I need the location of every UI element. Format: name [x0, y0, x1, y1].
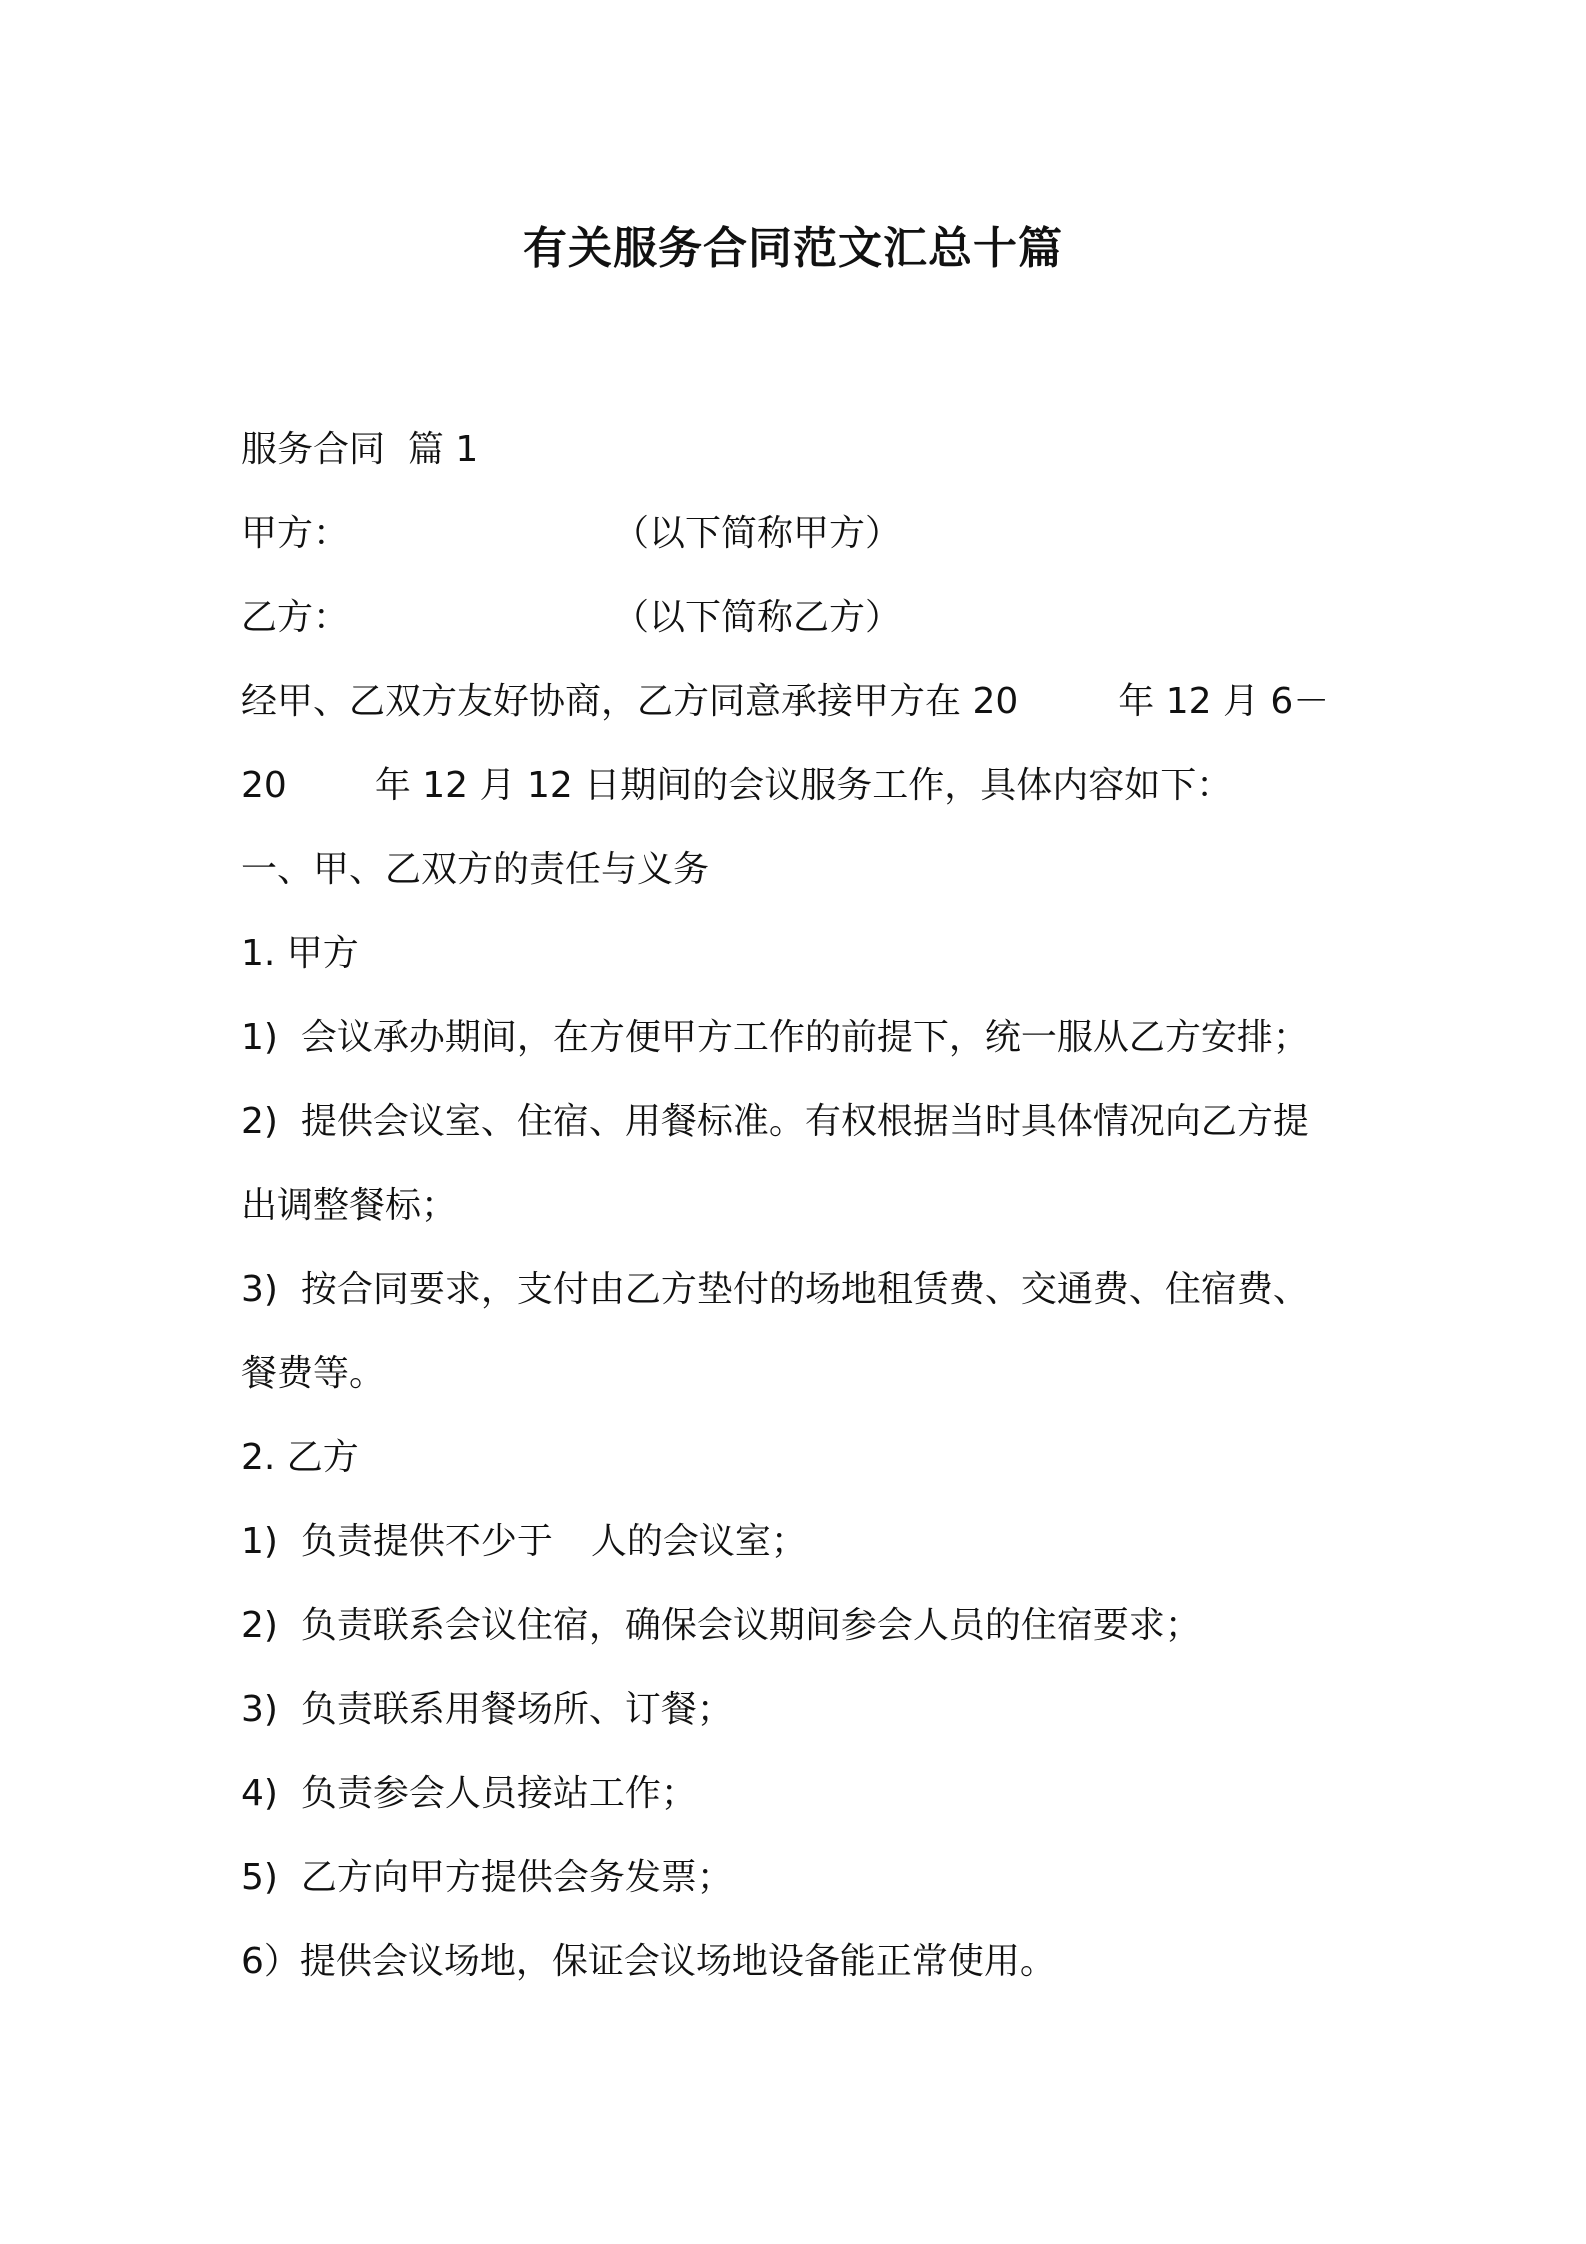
party-a-item-continued: 餐费等。 — [241, 1353, 386, 1394]
party-a-heading: 1. 甲方 — [241, 933, 359, 974]
intro-line-2-end: 年 12 月 12 日期间的会议服务工作，具体内容如下： — [374, 765, 1233, 806]
party-a-item: 2) 提供会议室、住宿、用餐标准。有权根据当时具体情况向乙方提 — [241, 1101, 1309, 1142]
party-b-item: 3) 负责联系用餐场所、订餐； — [241, 1689, 733, 1730]
party-b-item: 6）提供会议场地，保证会议场地设备能正常使用。 — [241, 1941, 1056, 1982]
party-a-item: 1) 会议承办期间，在方便甲方工作的前提下，统一服从乙方安排； — [241, 1017, 1309, 1058]
party-a-line — [241, 492, 1371, 576]
document-body — [241, 408, 1371, 2004]
party-a-label: 甲方： — [241, 513, 350, 554]
party-a-note: （以下简称甲方） — [613, 513, 902, 554]
clause-1-heading: 一、甲、乙双方的责任与义务 — [241, 849, 710, 890]
party-b-item-1-end: 人的会议室； — [590, 1521, 807, 1562]
party-a-item: 3) 按合同要求，支付由乙方垫付的场地租赁费、交通费、住宿费、 — [241, 1269, 1309, 1310]
party-b-label: 乙方： — [241, 597, 350, 638]
party-b-line — [241, 576, 1371, 660]
section-heading: 服务合同 篇 1 — [241, 429, 479, 470]
intro-line-1 — [241, 660, 1371, 744]
party-b-heading: 2. 乙方 — [241, 1437, 359, 1478]
party-a-item-continued: 出调整餐标； — [241, 1185, 458, 1226]
intro-line-1-end: 年 12 月 6－ — [1118, 681, 1330, 722]
party-b-note: （以下简称乙方） — [613, 597, 902, 638]
party-b-item: 2) 负责联系会议住宿，确保会议期间参会人员的住宿要求； — [241, 1605, 1201, 1646]
intro-line-2 — [241, 744, 1371, 828]
intro-line-2-start: 20 — [241, 765, 287, 806]
document-title: 有关服务合同范文汇总十篇 — [523, 223, 1063, 274]
party-b-item: 5) 乙方向甲方提供会务发票； — [241, 1857, 733, 1898]
party-b-item: 4) 负责参会人员接站工作； — [241, 1773, 697, 1814]
intro-line-1-start: 经甲、乙双方友好协商，乙方同意承接甲方在 20 — [241, 681, 1019, 722]
party-b-item-1-start: 1) 负责提供不少于 — [241, 1521, 553, 1562]
party-b-item — [241, 1500, 1371, 1584]
